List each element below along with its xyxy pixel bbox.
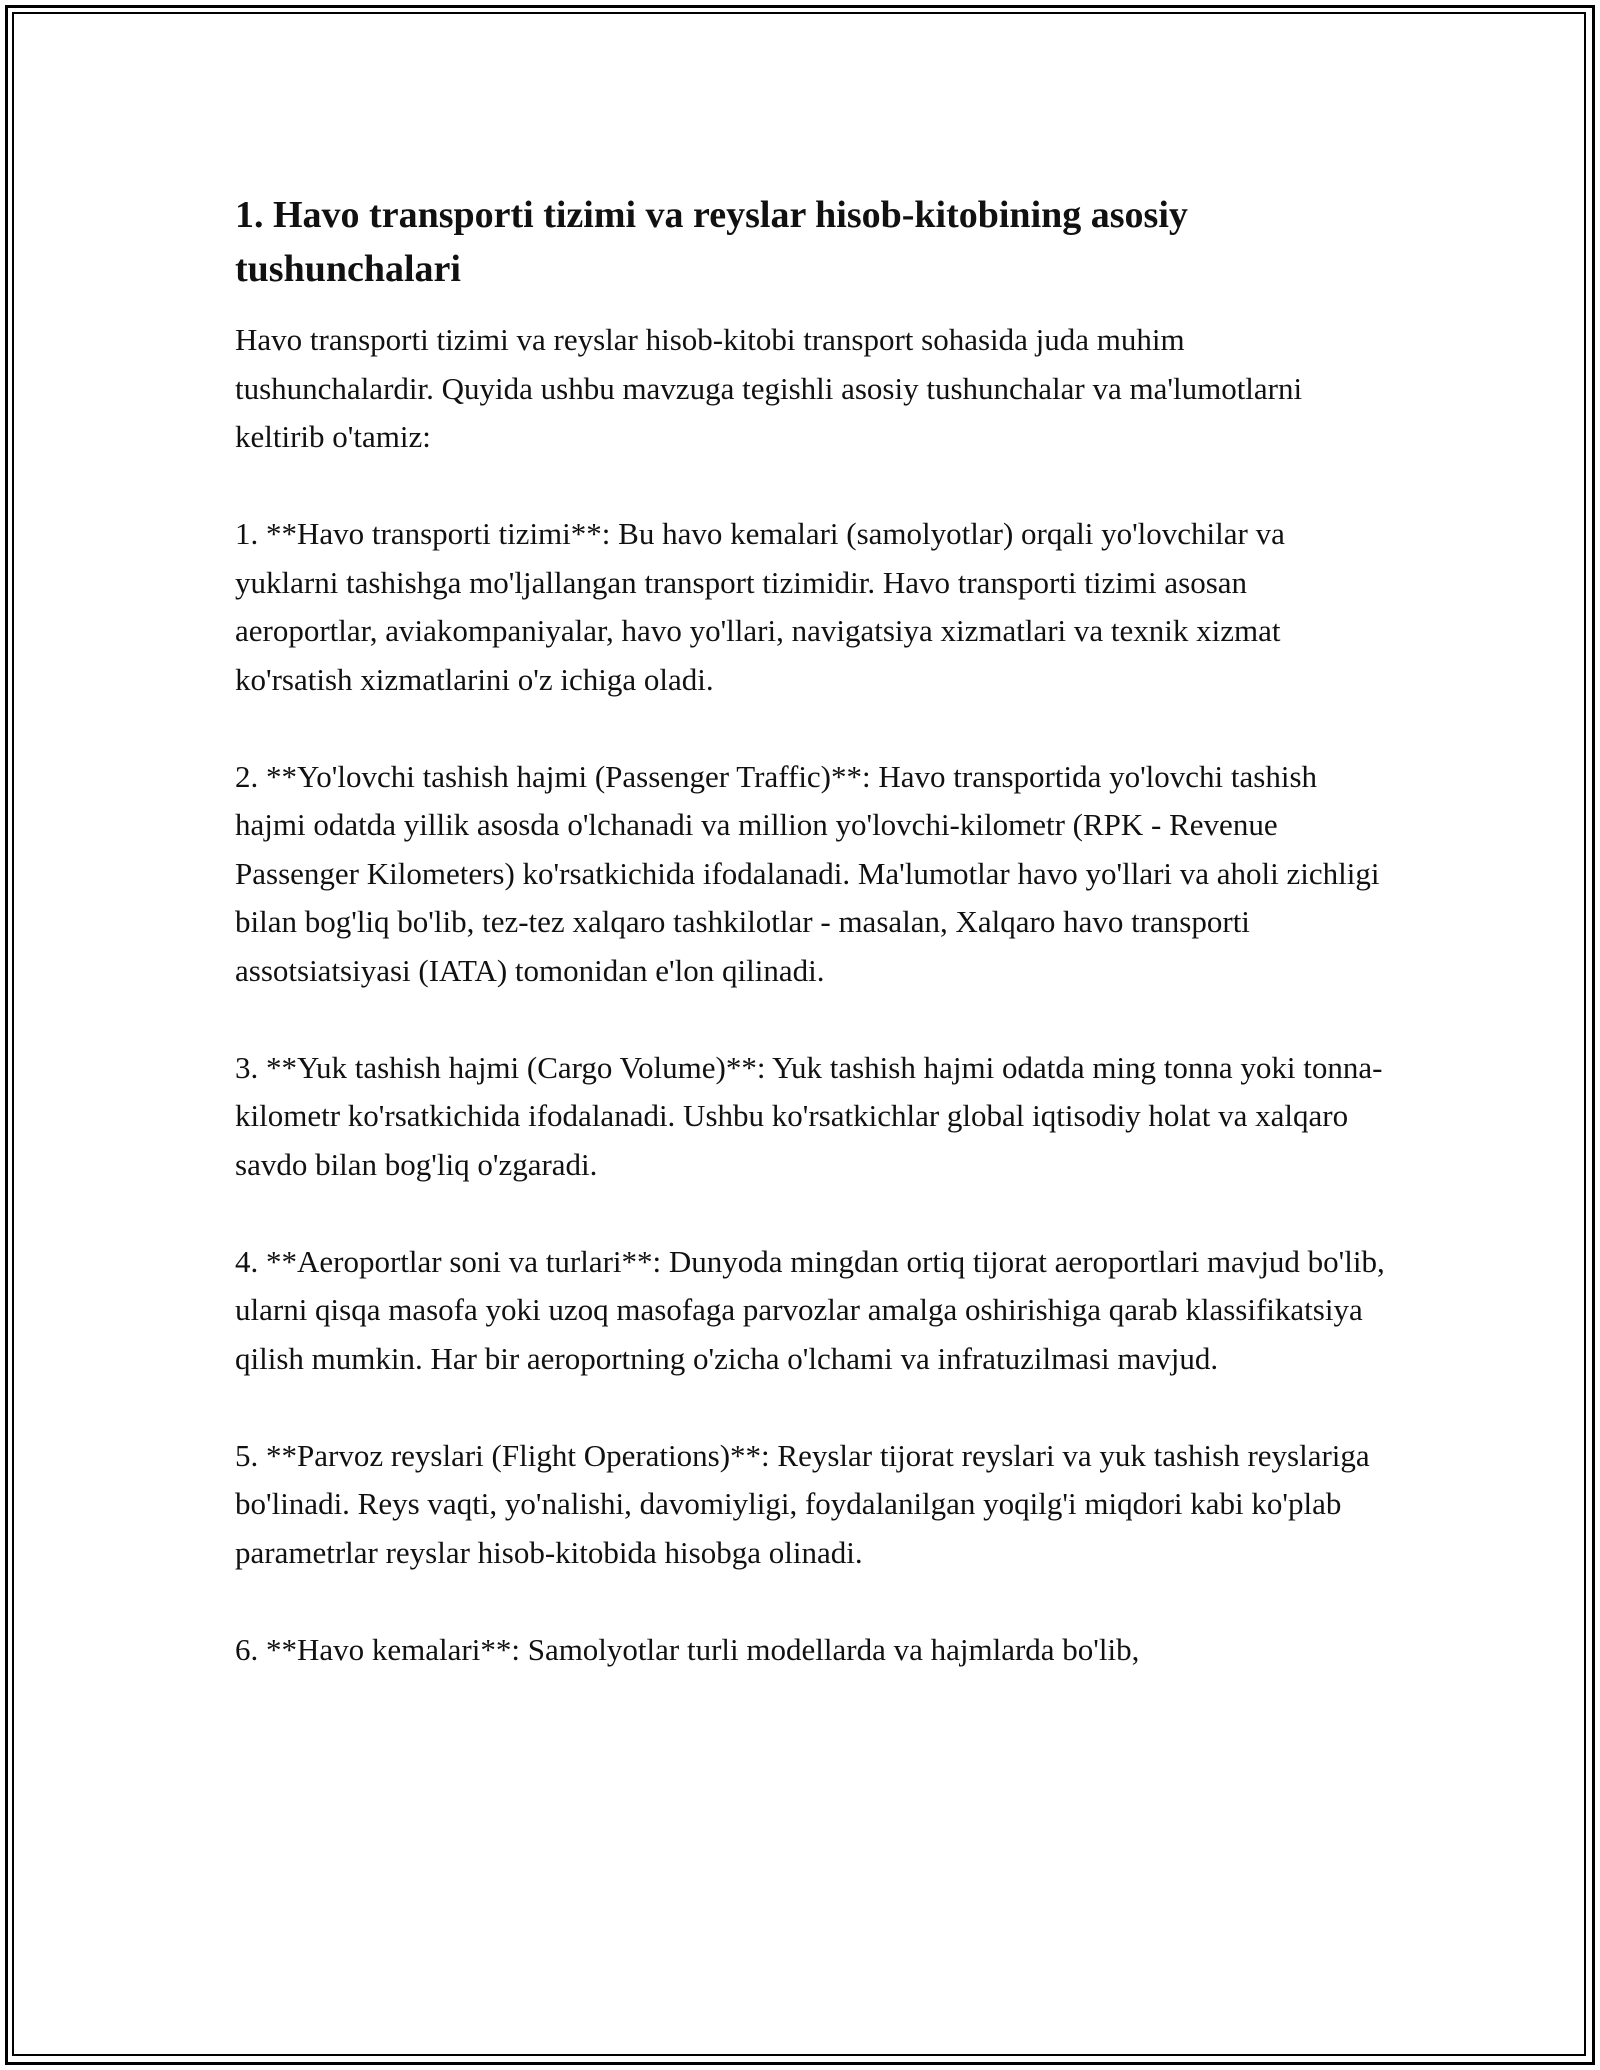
list-item-aircraft: 6. **Havo kemalari**: Samolyotlar turli modellarda va hajmlarda bo'lib, [235,1631,1140,1667]
document-body [235,188,1385,1723]
list-item-airports: 4. **Aeroportlar soni va turlari**: Dunyoda mingdan ortiq tijorat aeroportlari mavjud bo'lib, ularni qisqa masofa yoki uzoq masofaga parvozlar amalga oshirishiga qarab klassifikatsiya qilish mumkin. Har bir aeroportning o'zicha o'lchami va infratuzilmasi mavjud. [235,1243,1385,1376]
list-item-air-transport-system: 1. **Havo transporti tizimi**: Bu havo kemalari (samolyotlar) orqali yo'lovchilar va yuklarni tashishga mo'ljallangan transport tizimidir. Havo transporti tizimi asosan aeroportlar, aviakompaniyalar, havo yo'llari, navigatsiya xizmatlari va texnik xizmat ko'rsatish xizmatlarini o'z ichiga oladi. [235,516,1285,697]
section-heading: 1. Havo transporti tizimi va reyslar hisob-kitobining asosiy tushunchalari [235,194,1188,290]
list-item-passenger-traffic: 2. **Yo'lovchi tashish hajmi (Passenger Traffic)**: Havo transportida yo'lovchi tashish hajmi odatda yillik asosda o'lchanadi va million yo'lovchi-kilometr (RPK - Revenue Passenger Kilometers) ko'rsatkichida ifodalanadi. Ma'lumotlar havo yo'llari va aholi zichligi bilan bog'liq bo'lib, tez-tez xalqaro tashkilotlar - masalan, Xalqaro havo transporti assotsiatsiyasi (IATA) tomonidan e'lon qilinadi. [235,758,1380,988]
intro-paragraph: Havo transporti tizimi va reyslar hisob-kitobi transport sohasida juda muhim tushunchalardir. Quyida ushbu mavzuga tegishli asosiy tushunchalar va ma'lumotlarni keltirib o'tamiz: [235,322,1303,454]
list-item-cargo-volume: 3. **Yuk tashish hajmi (Cargo Volume)**: Yuk tashish hajmi odatda ming tonna yoki tonna-kilometr ko'rsatkichida ifodalanadi. Ushbu ko'rsatkichlar global iqtisodiy holat va xalqaro savdo bilan bog'liq o'zgaradi. [235,1049,1383,1182]
list-item-flight-operations: 5. **Parvoz reyslari (Flight Operations)**: Reyslar tijorat reyslari va yuk tashish reyslariga bo'linadi. Reys vaqti, yo'nalishi, davomiyligi, foydalanilgan yoqilg'i miqdori kabi ko'plab parametrlar reyslar hisob-kitobida hisobga olinadi. [235,1437,1370,1570]
